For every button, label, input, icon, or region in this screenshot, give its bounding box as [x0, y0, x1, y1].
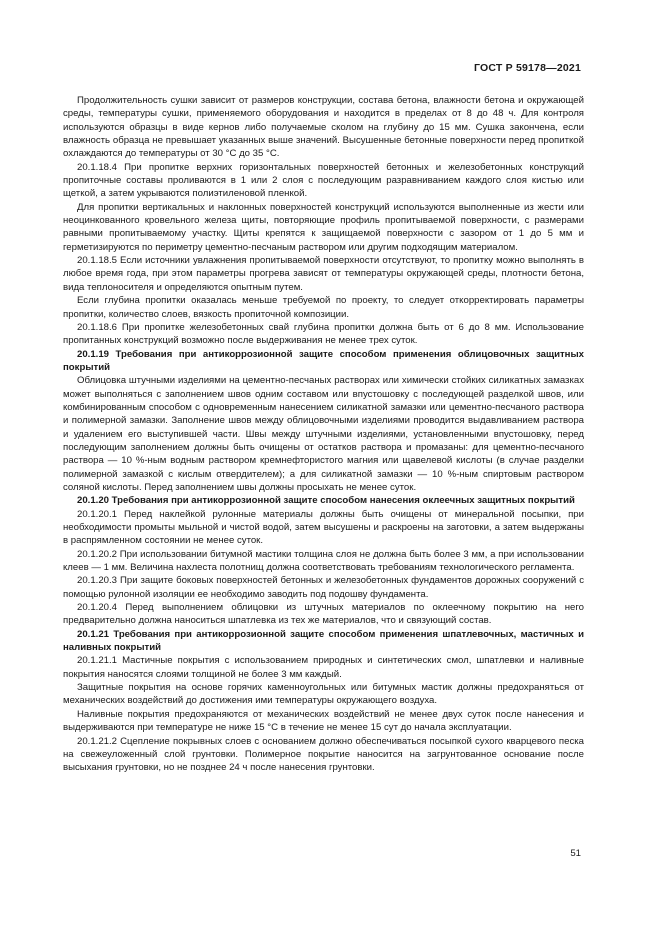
- paragraph: 20.1.21.2 Сцепление покрывных слоев с основанием должно обеспечиваться посыпкой сухого кварцевого песка на свежеуложенный слой грунтовки. Полимерное покрытие наносится на загрунтованное основание после высыхания грунтовки, но не позднее 24 ч после нанесения грунтовки.: [63, 735, 584, 774]
- paragraph: 20.1.18.5 Если источники увлажнения пропитываемой поверхности отсутствуют, то пропитку можно выполнять в любое время года, при этом параметры прогрева зависят от температуры окружающей среды, плотности бетона, вида теплоносителя и определяются опытным путем.: [63, 255, 584, 293]
- paragraph: Продолжительность сушки зависит от размеров конструкции, состава бетона, влажности бетона и окружающей среды, температуры сушки, применяемого оборудования и находится в пределах от 8 до 48 ч. Для контроля используются образцы в виде кернов либо получаемые сколом на глубину до 15 мм. Сушка закончена, если влажность образца не превышает указанных выше значений. Высушенные бетонные поверхности перед пропиткой охлаждаются до температуры от 30 °С до 35 °С.: [63, 95, 584, 160]
- section-heading: 20.1.21 Требования при антикоррозионной защите способом применения шпатлевочных, мастичных и наливных покрытий: [63, 628, 584, 654]
- page-number: 51: [570, 848, 581, 859]
- paragraph: Если глубина пропитки оказалась меньше требуемой по проекту, то следует откорректировать параметры пропитки, количество слоев, вязкость пропиточной композиции.: [63, 295, 584, 320]
- paragraph: 20.1.18.4 При пропитке верхних горизонтальных поверхностей бетонных и железобетонных конструкций пропиточные составы проливаются в 1 или 2 слоя с последующим разравниванием каждого слоя кистью или щеткой, а затем укрываются полиэтиленовой пленкой.: [63, 161, 584, 200]
- paragraph: Наливные покрытия предохраняются от механических воздействий не менее двух суток после нанесения и выдерживаются при температуре не ниже 15 °С в течение не менее 15 сут до начала эксплуатации.: [63, 708, 584, 734]
- paragraph: 20.1.21.1 Мастичные покрытия с использованием природных и синтетических смол, шпатлевки и наливные покрытия наносятся слоями толщиной не более 3 мм каждый.: [63, 655, 584, 680]
- paragraph: Для пропитки вертикальных и наклонных поверхностей конструкций используются выполненные из жести или неоцинкованного кровельного железа щиты, повторяющие профиль пропитываемой поверхности, с размерами равными пропитываемому участку. Щиты крепятся к защищаемой поверхности с зазором от 1 до 5 мм и герметизируются по периметру цементно-песчаным раствором или другим подходящим материалом.: [63, 201, 584, 253]
- paragraph: Защитные покрытия на основе горячих каменноугольных или битумных мастик должны предохраняться от механических воздействий до достижения ими температуры окружающего воздуха.: [63, 682, 584, 707]
- paragraph: 20.1.20.3 При защите боковых поверхностей бетонных и железобетонных фундаментов дорожных сооружений с помощью рулонной изоляции ее необходимо заводить под подошву фундамента.: [63, 575, 584, 600]
- paragraph: Облицовка штучными изделиями на цементно-песчаных растворах или химически стойких силикатных замазках может выполняться с заполнением швов одним составом или впустошовку с последующей разделкой швов, или комбинированным способом с одновременным нанесением силикатной замазки или цементно-песчаного раствора и полимерной замазки. Заполнение швов между облицовочными изделиями проводится выдавливанием раствора и удалением его выступившей части. Швы между штучными изделиями, установленными впустошовку, перед последующим заполнением должны быть очищены от остатков раствора и промазаны: для цементно-песчаного раствора — 10 %-ным водным раствором кремнефтористого магния или щавелевой кислоты (в случае разделки полимерной замазкой с кислым отвердителем); а для силикатной замазки — 10 %-ным спиртовым раствором соляной кислоты. Перед заполнением швы должны просыхать не менее суток.: [63, 375, 584, 493]
- standard-designation: ГОСТ Р 59178—2021: [473, 62, 581, 74]
- paragraph: 20.1.20.2 При использовании битумной мастики толщина слоя не должна быть более 3 мм, а при использовании клеев — 1 мм. Величина нахлеста полотнищ должна соответствовать требованиям технологического регламента.: [63, 548, 584, 574]
- paragraph: 20.1.20.1 Перед наклейкой рулонные материалы должны быть очищены от минеральной посыпки, при необходимости промыты мыльной и чистой водой, затем высушены и раскроены на заготовки, а затем выдержаны в распрямленном состоянии не менее суток.: [63, 508, 584, 547]
- paragraph: 20.1.20.4 Перед выполнением облицовки из штучных материалов по оклеечному покрытию на него предварительно должна наноситься шпатлевка из тех же материалов, что и связующий состав.: [63, 602, 584, 627]
- paragraph: 20.1.18.6 При пропитке железобетонных свай глубина пропитки должна быть от 6 до 8 мм. Использование пропитанных конструкций возможно после выдерживания не менее трех суток.: [63, 321, 584, 347]
- document-body: [63, 94, 584, 775]
- section-heading: 20.1.19 Требования при антикоррозионной защите способом применения облицовочных защитных покрытий: [63, 348, 584, 373]
- section-heading: 20.1.20 Требования при антикоррозионной защите способом нанесения оклеечных защитных покрытий: [77, 495, 575, 507]
